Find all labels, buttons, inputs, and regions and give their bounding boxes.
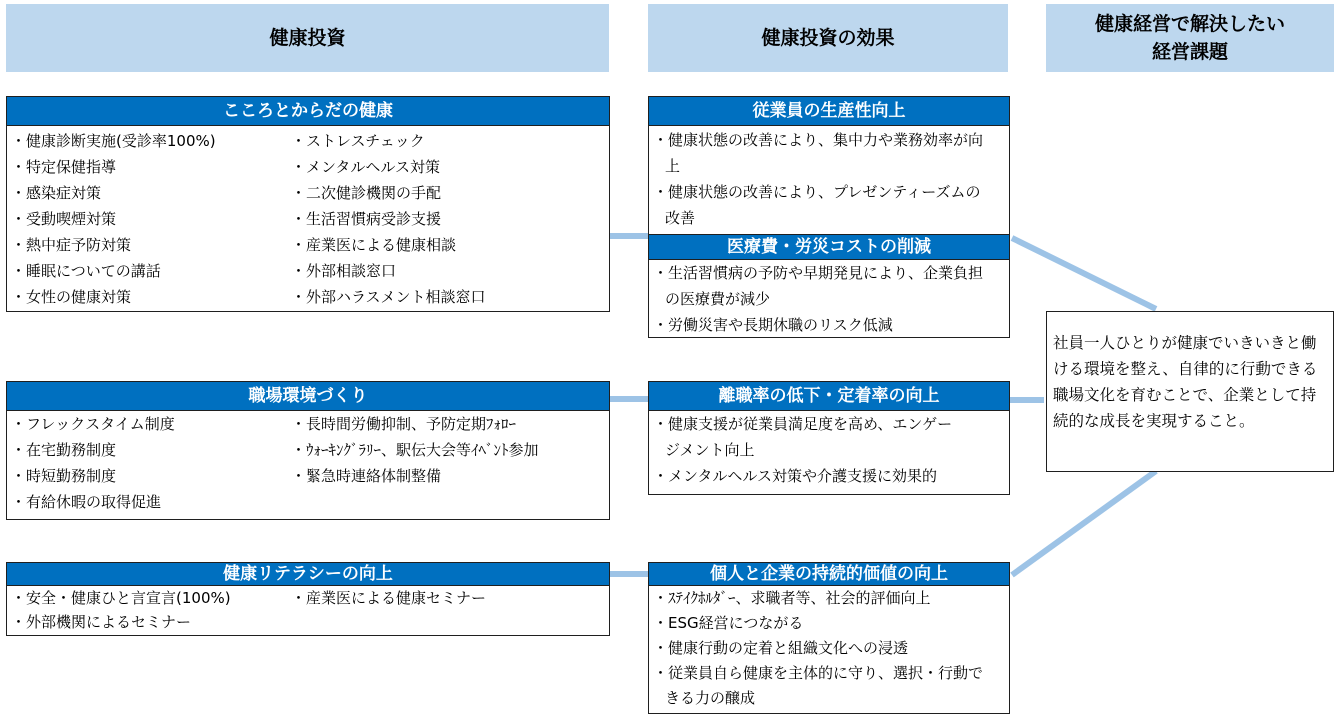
connector-cost-to-issue xyxy=(1012,238,1156,309)
investment-left-list xyxy=(7,128,287,310)
investment-box-literacy xyxy=(6,562,610,636)
list-item: ・在宅勤務制度 xyxy=(11,441,117,459)
list-item: ・フレックスタイム制度 xyxy=(11,415,175,433)
list-item: ・生活習慣病の予防や早期発見により、企業負担の医療費が減少 xyxy=(653,264,984,308)
investment-left-list xyxy=(7,586,287,634)
effect-title: 従業員の生産性向上 xyxy=(649,97,1009,126)
list-item: ・外部機関によるセミナー xyxy=(11,613,192,631)
list-item: ・従業員自ら健康を主体的に守り、選択・行動できる力の醸成 xyxy=(653,664,984,707)
investment-title: 健康リテラシーの向上 xyxy=(7,563,609,586)
list-item: ・睡眠についての講話 xyxy=(11,262,161,280)
list-item: ・産業医による健康相談 xyxy=(291,236,457,254)
list-item: ・健康行動の定着と組織文化への浸透 xyxy=(653,639,909,657)
effect-box-productivity xyxy=(648,96,1010,236)
connector-value-to-issue xyxy=(1012,471,1156,575)
list-item: ・時短勤務制度 xyxy=(11,467,117,485)
investment-right-list xyxy=(287,411,539,515)
management-issue-box: 社員一人ひとりが健康でいきいきと働ける環境を整え、自律的に行動できる職場文化を育むことで、企業として持続的な成長を実現すること。 xyxy=(1046,311,1334,472)
investment-box-workplace xyxy=(6,381,610,520)
investment-right-list xyxy=(287,128,486,310)
list-item: ・メンタルヘルス対策や介護支援に効果的 xyxy=(653,467,937,485)
list-item: ・ｳｫｰｷﾝｸﾞﾗﾘｰ、駅伝大会等ｲﾍﾞﾝﾄ参加 xyxy=(291,441,539,459)
header-health-investment: 健康投資 xyxy=(6,4,609,72)
list-item: ・長時間労働抑制、予防定期ﾌｫﾛｰ xyxy=(291,415,517,433)
list-item: ・女性の健康対策 xyxy=(11,288,132,306)
list-item: ・熱中症予防対策 xyxy=(11,236,132,254)
list-item: ・外部ハラスメント相談窓口 xyxy=(291,288,486,306)
list-item: ・有給休暇の取得促進 xyxy=(11,493,162,511)
list-item: ・感染症対策 xyxy=(11,184,102,202)
list-item: ・外部相談窓口 xyxy=(291,262,397,280)
list-item: ・ｽﾃｲｸﾎﾙﾀﾞｰ、求職者等、社会的評価向上 xyxy=(653,589,931,607)
list-item: ・健康支援が従業員満足度を高め、エンゲージメント向上 xyxy=(653,415,953,459)
effect-box-sustainable-value xyxy=(648,562,1010,714)
list-item: ・緊急時連絡体制整備 xyxy=(291,467,442,485)
effect-title: 個人と企業の持続的価値の向上 xyxy=(649,563,1009,586)
effect-box-retention xyxy=(648,381,1010,495)
list-item: ・健康診断実施(受診率100%) xyxy=(11,132,216,150)
investment-left-list xyxy=(7,411,287,515)
investment-title: こころとからだの健康 xyxy=(7,97,609,126)
list-item: ・安全・健康ひと言宣言(100%) xyxy=(11,589,231,607)
list-item: ・健康状態の改善により、プレゼンティーズムの改善 xyxy=(653,183,981,227)
list-item: ・特定保健指導 xyxy=(11,158,117,176)
effect-title: 離職率の低下・定着率の向上 xyxy=(649,382,1009,411)
effect-box-cost-reduction xyxy=(648,234,1010,338)
header-management-issues: 健康経営で解決したい 経営課題 xyxy=(1046,4,1334,72)
effect-title: 医療費・労災コストの削減 xyxy=(649,235,1009,260)
header-investment-effects: 健康投資の効果 xyxy=(648,4,1008,72)
list-item: ・労働災害や長期休職のリスク低減 xyxy=(653,316,893,334)
list-item: ・生活習慣病受診支援 xyxy=(291,210,442,228)
list-item: ・ストレスチェック xyxy=(291,132,425,150)
list-item: ・受動喫煙対策 xyxy=(11,210,117,228)
list-item: ・産業医による健康セミナー xyxy=(291,589,487,607)
investment-title: 職場環境づくり xyxy=(7,382,609,411)
list-item: ・健康状態の改善により、集中力や業務効率が向上 xyxy=(653,131,984,175)
list-item: ・メンタルヘルス対策 xyxy=(291,158,440,176)
investment-box-mind-body xyxy=(6,96,610,312)
list-item: ・ESG経営につながる xyxy=(653,614,804,632)
list-item: ・二次健診機関の手配 xyxy=(291,184,442,202)
investment-right-list xyxy=(287,586,486,634)
